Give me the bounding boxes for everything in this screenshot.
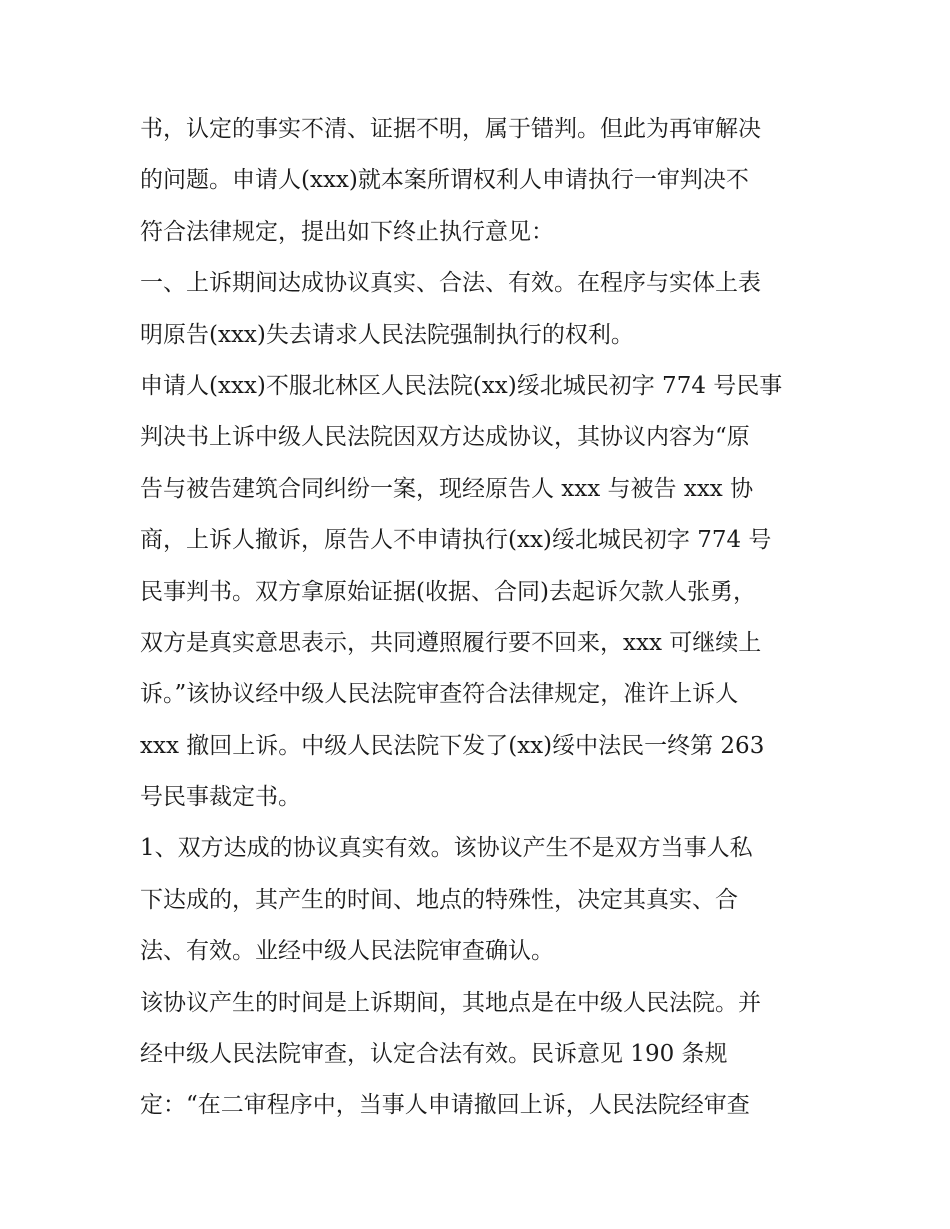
text-line: 判决书上诉中级人民法院因双方达成协议，其协议内容为“原 [140, 424, 750, 451]
text-line: 商，上诉人撤诉，原告人不申请执行(xx)绥北城民初字 774 号 [140, 527, 772, 554]
text-line: 号民事裁定书。 [140, 784, 301, 811]
section-heading-line: 一、上诉期间达成协议真实、合法、有效。在程序与实体上表 [140, 270, 761, 297]
numbered-point-line: 1、双方达成的协议真实有效。该协议产生不是双方当事人私 [140, 835, 753, 862]
text-line: 该协议产生的时间是上诉期间，其地点是在中级人民法院。并 [140, 989, 761, 1016]
numbered-point-line: 法、有效。业经中级人民法院审查确认。 [140, 938, 554, 965]
section-heading-line: 明原告(xxx)失去请求人民法院强制执行的权利。 [140, 321, 634, 348]
text-line: 的问题。申请人(xxx)就本案所谓权利人申请执行一审判决不 [140, 167, 749, 194]
text-line: 经中级人民法院审查，认定合法有效。民诉意见 190 条规 [140, 1041, 728, 1068]
text-line: 双方是真实意思表示，共同遵照履行要不回来，xxx 可继续上 [140, 629, 762, 656]
text-line: 符合法律规定，提出如下终止执行意见： [140, 218, 554, 245]
text-line: 申请人(xxx)不服北林区人民法院(xx)绥北城民初字 774 号民事 [140, 372, 783, 399]
text-line: 民事判书。双方拿原始证据(收据、合同)去起诉欠款人张勇， [140, 578, 756, 605]
text-line: 诉。”该协议经中级人民法院审查符合法律规定，准许上诉人 [140, 681, 739, 708]
text-line: xxx 撤回上诉。中级人民法院下发了(xx)绥中法民一终第 263 [140, 732, 765, 759]
numbered-point-line: 下达成的，其产生的时间、地点的特殊性，决定其真实、合 [140, 886, 738, 913]
document-body [140, 104, 820, 1132]
text-line: 告与被告建筑合同纠纷一案，现经原告人 xxx 与被告 xxx 协 [140, 475, 754, 502]
text-line: 书，认定的事实不清、证据不明，属于错判。但此为再审解决 [140, 116, 761, 142]
text-line: 定：“在二审程序中，当事人申请撤回上诉，人民法院经审查 [140, 1092, 750, 1119]
